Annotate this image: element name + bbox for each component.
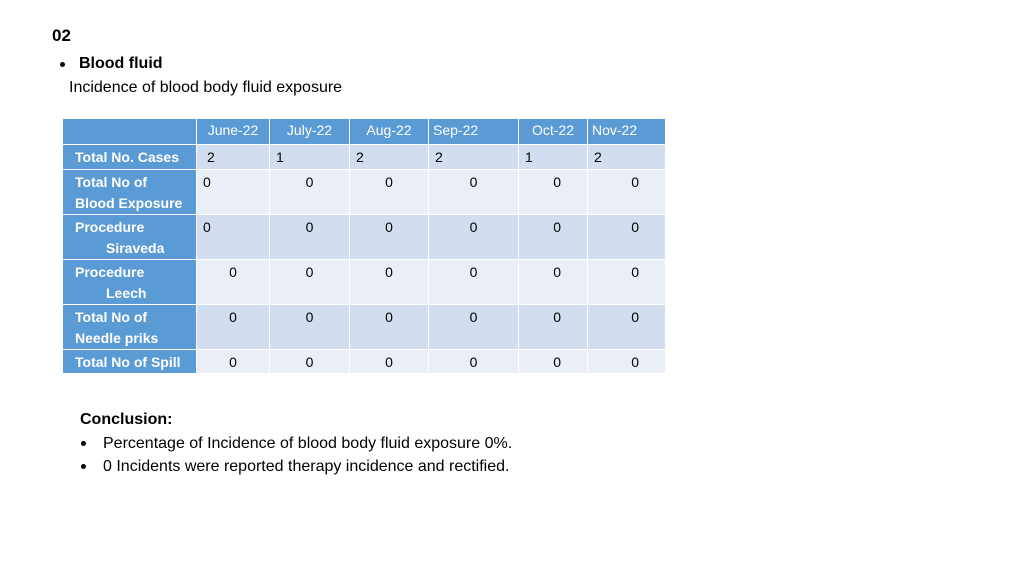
- row-label: [63, 215, 197, 260]
- bullet-icon: [81, 441, 86, 446]
- incidence-table: [62, 118, 666, 374]
- table-cell: 0: [197, 350, 270, 374]
- month-header: Nov-22: [588, 119, 666, 145]
- row-label: [63, 350, 197, 374]
- conclusion-item: [80, 455, 512, 478]
- table-cell: 0: [429, 260, 519, 305]
- table-cell: 0: [270, 260, 350, 305]
- conclusion-item-text: Percentage of Incidence of blood body fluid exposure 0%.: [103, 434, 513, 452]
- table-cell: 0: [519, 350, 588, 374]
- table-row: [63, 305, 666, 350]
- heading-text: Blood fluid: [79, 55, 163, 72]
- row-label-text: Total No. Cases: [75, 149, 179, 165]
- table-cell: 0: [350, 215, 429, 260]
- conclusion-block: [80, 411, 512, 478]
- slide-number: 02: [52, 26, 71, 45]
- row-label-text: Leech: [106, 285, 147, 301]
- conclusion-title: Conclusion:: [80, 411, 173, 428]
- table-cell: 0: [588, 215, 666, 260]
- row-label-text: Total No of Spill: [75, 354, 181, 370]
- bullet-icon: [81, 464, 86, 469]
- table-cell: 0: [270, 170, 350, 215]
- month-header: July-22: [270, 119, 350, 145]
- table-cell: 2: [588, 145, 666, 170]
- section-heading: [60, 55, 163, 73]
- table-cell: 0: [429, 350, 519, 374]
- conclusion-item-text: 0 Incidents were reported therapy incidence and rectified.: [103, 457, 510, 475]
- table-cell: 0: [519, 170, 588, 215]
- table-cell: 0: [270, 305, 350, 350]
- row-label-text: Total No of: [75, 309, 148, 325]
- table-cell: 0: [429, 170, 519, 215]
- table-cell: 0: [350, 305, 429, 350]
- table-cell: 0: [197, 305, 270, 350]
- table-cell: 0: [350, 350, 429, 374]
- table-cell: 0: [429, 305, 519, 350]
- table-cell: 0: [588, 350, 666, 374]
- table-row: [63, 260, 666, 305]
- table-cell: 0: [519, 305, 588, 350]
- table-cell: 0: [350, 170, 429, 215]
- table-cell: 0: [519, 215, 588, 260]
- table-cell: 2: [350, 145, 429, 170]
- bullet-icon: [60, 62, 65, 67]
- table-cell: 1: [519, 145, 588, 170]
- row-label-text: Blood Exposure: [75, 195, 183, 211]
- table-cell: 0: [350, 260, 429, 305]
- table-cell: 0: [588, 260, 666, 305]
- table-cell: 0: [270, 215, 350, 260]
- month-header: Sep-22: [429, 119, 519, 145]
- month-header: Oct-22: [519, 119, 588, 145]
- table-cell: 0: [429, 215, 519, 260]
- table-row: [63, 170, 666, 215]
- table-cell: 2: [429, 145, 519, 170]
- month-header: June-22: [197, 119, 270, 145]
- row-label-text: Procedure: [75, 219, 145, 235]
- subheading: Incidence of blood body fluid exposure: [69, 79, 343, 96]
- month-header: Aug-22: [350, 119, 429, 145]
- table-cell: 2: [197, 145, 270, 170]
- row-label-text: Needle priks: [75, 330, 159, 346]
- table-row: [63, 215, 666, 260]
- table-row: [63, 145, 666, 170]
- table-cell: 0: [519, 260, 588, 305]
- table-cell: 0: [588, 170, 666, 215]
- table-row: [63, 350, 666, 374]
- row-label: [63, 170, 197, 215]
- table-corner-cell: [63, 119, 197, 145]
- row-label: [63, 145, 197, 170]
- table-cell: 0: [588, 305, 666, 350]
- table-cell: 0: [197, 260, 270, 305]
- conclusion-item: [80, 432, 512, 455]
- row-label: [63, 260, 197, 305]
- table-cell: 0: [197, 170, 270, 215]
- row-label-text: Siraveda: [106, 240, 165, 256]
- row-label: [63, 305, 197, 350]
- table-cell: 0: [197, 215, 270, 260]
- table-header-row: [63, 119, 666, 145]
- table-cell: 0: [270, 350, 350, 374]
- row-label-text: Total No of: [75, 174, 148, 190]
- table-cell: 1: [270, 145, 350, 170]
- row-label-text: Procedure: [75, 264, 145, 280]
